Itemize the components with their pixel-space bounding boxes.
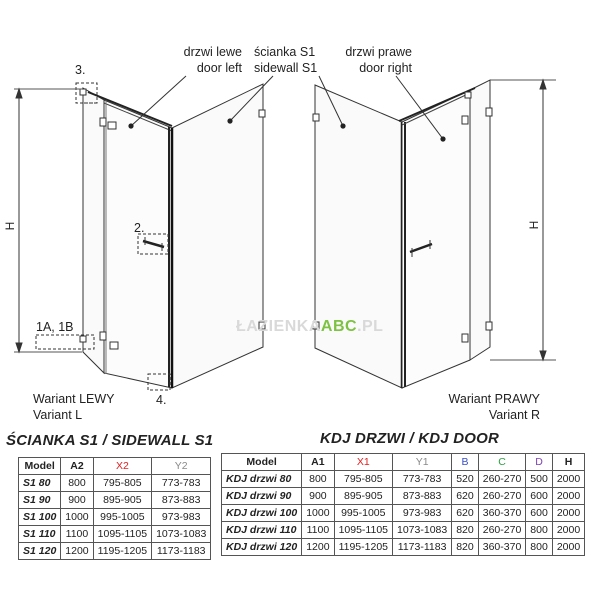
variant-right-en-label: Variant R <box>488 408 540 422</box>
table-cell: 620 <box>452 488 479 505</box>
table-cell: 973-983 <box>152 509 211 526</box>
table-cell: 1000 <box>61 509 93 526</box>
table-row <box>19 492 211 509</box>
table-cell: 1173-1183 <box>393 539 452 556</box>
table-cell: 2000 <box>552 471 584 488</box>
table-row <box>222 539 585 556</box>
model-cell: KDJ drzwi 100 <box>222 505 302 522</box>
table-cell: 2000 <box>552 505 584 522</box>
model-cell: S1 90 <box>19 492 61 509</box>
column-header: Model <box>222 454 302 471</box>
model-cell: S1 80 <box>19 475 61 492</box>
right-door-panel <box>402 90 470 388</box>
table-cell: 360-370 <box>478 505 526 522</box>
right-variant-drawing <box>313 76 556 388</box>
left-fixed-panel <box>83 88 104 373</box>
table-row <box>19 543 211 560</box>
door-table <box>221 453 585 556</box>
model-cell: S1 120 <box>19 543 61 560</box>
table-row <box>19 526 211 543</box>
sidewall-table <box>18 457 211 560</box>
table-cell: 1195-1205 <box>93 543 151 560</box>
table-cell: 2000 <box>552 522 584 539</box>
table-cell: 873-883 <box>393 488 452 505</box>
column-header: C <box>478 454 526 471</box>
table-cell: 1095-1105 <box>334 522 392 539</box>
watermark-brand: ABC <box>320 318 358 335</box>
watermark <box>236 318 383 336</box>
model-cell: KDJ drzwi 80 <box>222 471 302 488</box>
variant-right-pl-label: Wariant PRAWY <box>448 392 540 406</box>
callout-2-label: 2. <box>134 221 145 235</box>
table-cell: 1100 <box>302 522 334 539</box>
column-header: X1 <box>334 454 392 471</box>
left-sidewall-panel <box>172 84 263 388</box>
model-cell: S1 110 <box>19 526 61 543</box>
watermark-suffix: .PL <box>357 318 384 335</box>
table-cell: 773-783 <box>152 475 211 492</box>
table-row <box>222 505 585 522</box>
column-header: Y1 <box>393 454 452 471</box>
table-cell: 900 <box>61 492 93 509</box>
column-header: A2 <box>61 458 93 475</box>
callout-1ab-label: 1A, 1B <box>36 320 74 334</box>
sidewall-en-label: sidewall S1 <box>254 61 318 75</box>
table-cell: 995-1005 <box>93 509 151 526</box>
column-header: D <box>526 454 553 471</box>
table-cell: 260-270 <box>478 488 526 505</box>
table-cell: 820 <box>452 522 479 539</box>
watermark-prefix: ŁAZIENKA <box>236 318 321 335</box>
door-right-pl-label: drzwi prawe <box>345 45 412 59</box>
model-cell: KDJ drzwi 110 <box>222 522 302 539</box>
table-cell: 820 <box>452 539 479 556</box>
table-cell: 260-270 <box>478 471 526 488</box>
table-cell: 500 <box>526 471 553 488</box>
table-cell: 2000 <box>552 539 584 556</box>
model-cell: KDJ drzwi 120 <box>222 539 302 556</box>
door-right-en-label: door right <box>359 61 412 75</box>
table-row <box>19 509 211 526</box>
table-cell: 1195-1205 <box>334 539 392 556</box>
variant-left-en-label: Variant L <box>33 408 83 422</box>
table-cell: 260-270 <box>478 522 526 539</box>
table-cell: 873-883 <box>152 492 211 509</box>
door-table-title: KDJ DRZWI / KDJ DOOR <box>320 430 500 447</box>
column-header: B <box>452 454 479 471</box>
sidewall-pl-label: ścianka S1 <box>254 45 316 59</box>
column-header: H <box>552 454 584 471</box>
table-cell: 600 <box>526 488 553 505</box>
table-cell: 795-805 <box>93 475 151 492</box>
table-cell: 895-905 <box>93 492 151 509</box>
table-cell: 800 <box>526 522 553 539</box>
table-row <box>222 488 585 505</box>
table-header-row <box>19 458 211 475</box>
callout-3-label: 3. <box>75 63 86 77</box>
model-cell: KDJ drzwi 90 <box>222 488 302 505</box>
right-sidewall-panel <box>315 85 402 388</box>
table-cell: 520 <box>452 471 479 488</box>
door-left-pl-label: drzwi lewe <box>183 45 242 59</box>
table-cell: 900 <box>302 488 334 505</box>
column-header: Y2 <box>152 458 211 475</box>
model-cell: S1 100 <box>19 509 61 526</box>
table-cell: 1095-1105 <box>93 526 151 543</box>
table-row <box>19 475 211 492</box>
table-cell: 1000 <box>302 505 334 522</box>
callout-4-label: 4. <box>156 393 167 407</box>
column-header: Model <box>19 458 61 475</box>
table-cell: 360-370 <box>478 539 526 556</box>
table-cell: 1073-1083 <box>393 522 452 539</box>
sidewall-table-title: ŚCIANKA S1 / SIDEWALL S1 <box>6 432 214 449</box>
table-cell: 1073-1083 <box>152 526 211 543</box>
left-height-label: H <box>3 221 17 231</box>
right-fixed-panel <box>470 80 490 360</box>
table-cell: 620 <box>452 505 479 522</box>
door-left-en-label: door left <box>196 61 242 75</box>
table-cell: 800 <box>302 471 334 488</box>
table-cell: 800 <box>526 539 553 556</box>
table-cell: 600 <box>526 505 553 522</box>
table-cell: 995-1005 <box>334 505 392 522</box>
table-row <box>222 471 585 488</box>
table-cell: 800 <box>61 475 93 492</box>
table-cell: 2000 <box>552 488 584 505</box>
table-cell: 895-905 <box>334 488 392 505</box>
variant-left-pl-label: Wariant LEWY <box>33 392 115 406</box>
table-row <box>222 522 585 539</box>
table-cell: 773-783 <box>393 471 452 488</box>
column-header: A1 <box>302 454 334 471</box>
table-cell: 1100 <box>61 526 93 543</box>
right-height-label: H <box>527 220 541 230</box>
table-cell: 1200 <box>61 543 93 560</box>
table-cell: 1200 <box>302 539 334 556</box>
table-header-row <box>222 454 585 471</box>
table-cell: 795-805 <box>334 471 392 488</box>
table-cell: 973-983 <box>393 505 452 522</box>
column-header: X2 <box>93 458 151 475</box>
table-cell: 1173-1183 <box>152 543 211 560</box>
